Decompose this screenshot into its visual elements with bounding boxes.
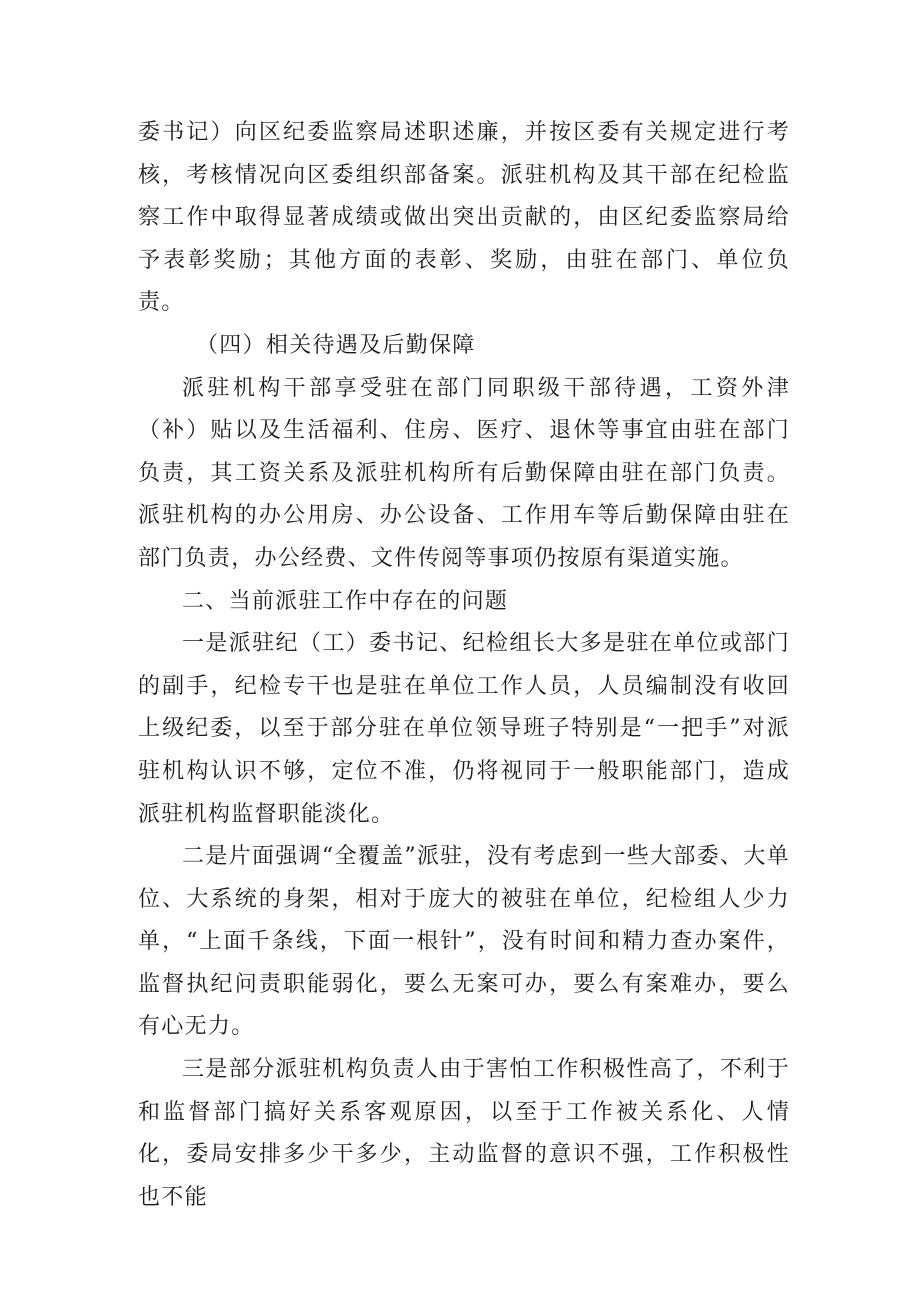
paragraph-problem-one: 一是派驻纪（工）委书记、纪检组长大多是驻在单位或部门的副手，纪检专干也是驻在单位工作人员，人员编制没有收回上级纪委，以至于部分驻在单位领导班子特别是“一把手”对派驻机构认识不够，定位不准，仍将视同于一般职能部门，造成派驻机构监督职能淡化。: [138, 631, 790, 827]
section-heading-problems: 二、当前派驻工作中存在的问题: [182, 588, 509, 614]
paragraph-problem-three: 三是部分派驻机构负责人由于害怕工作积极性高了，不利于和监督部门搞好关系客观原因，以至于工作被关系化、人情化，委局安排多少干多少，主动监督的意识不强，工作积极性也不能: [138, 1057, 790, 1210]
section-subheading-benefits: （四）相关待遇及后勤保障: [196, 332, 476, 358]
paragraph-problem-two: 二是片面强调“全覆盖”派驻，没有考虑到一些大部委、大单位、大系统的身架，相对于庞大的被驻在单位，纪检组人少力单，“上面千条线，下面一根针”，没有时间和精力查办案件，监督执纪问责职能弱化，要么无案可办，要么有案难办，要么有心无力。: [138, 844, 790, 1040]
paragraph-continued: 委书记）向区纪委监察局述职述廉，并按区委有关规定进行考核，考核情况向区委组织部备案。派驻机构及其干部在纪检监察工作中取得显著成绩或做出突出贡献的，由区纪委监察局给予表彰奖励；其他方面的表彰、奖励，由驻在部门、单位负责。: [138, 120, 790, 316]
document-body: [138, 112, 790, 1219]
paragraph-benefits: 派驻机构干部享受驻在部门同职级干部待遇，工资外津（补）贴以及生活福利、住房、医疗、退休等事宜由驻在部门负责，其工资关系及派驻机构所有后勤保障由驻在部门负责。派驻机构的办公用房、办公设备、工作用车等后勤保障由驻在部门负责，办公经费、文件传阅等事项仍按原有渠道实施。: [138, 375, 790, 571]
